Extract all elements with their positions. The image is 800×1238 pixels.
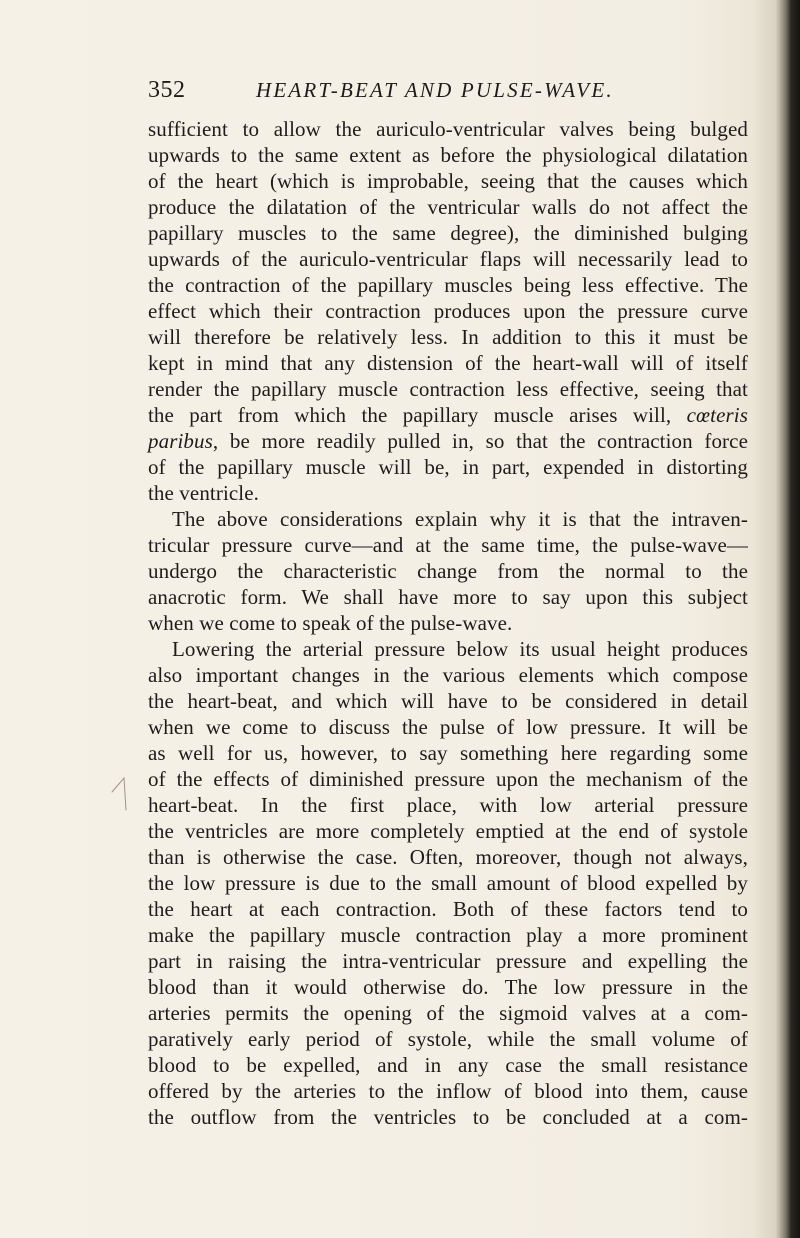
page-number: 352 [148,77,186,103]
text-line: papillary muscles to the same degree), the diminished bulging [148,221,748,245]
text-line: also important changes in the various elements which compose [148,663,748,687]
text-line: tricular pressure curve—and at the same time, the pulse-wave— [148,533,748,557]
paragraph-end-line: the ventricle. [148,481,260,505]
text-line: part in raising the intra-ventricular pressure and expelling the [148,949,748,973]
text-line: the outflow from the ventricles to be concluded at a com- [148,1105,748,1129]
text-line: sufficient to allow the auriculo-ventricular valves being bulged [148,117,748,141]
text-line: heart-beat. In the first place, with low arterial pressure [148,793,748,817]
body-text [148,116,748,1130]
text-line-segment: paribus, be more readily pulled in, so that the contraction force [148,429,748,453]
pencil-margin-mark [110,770,134,818]
text-line: upwards of the auriculo-ventricular flaps will necessarily lead to [148,247,748,271]
text-line: arteries permits the opening of the sigmoid valves at a com- [148,1001,748,1025]
text-line: make the papillary muscle contraction play a more prominent [148,923,748,947]
text-line: of the effects of diminished pressure upon the mechanism of the [148,767,748,791]
text-line: upwards to the same extent as before the physiological dilatation [148,143,748,167]
text-line: than is otherwise the case. Often, moreover, though not always, [148,845,748,869]
text-line: anacrotic form. We shall have more to say upon this subject [148,585,748,609]
text-line: the heart-beat, and which will have to be considered in detail [148,689,748,713]
text-line: undergo the characteristic change from the normal to the [148,559,748,583]
text-line: kept in mind that any distension of the heart-wall will of itself [148,351,748,375]
text-line: of the heart (which is improbable, seeing that the causes which [148,169,748,193]
text-line: offered by the arteries to the inflow of blood into them, cause [148,1079,748,1103]
text-line: will therefore be relatively less. In addition to this it must be [148,325,748,349]
text-line: the low pressure is due to the small amount of blood expelled by [148,871,748,895]
text-line: blood than it would otherwise do. The low pressure in the [148,975,748,999]
paragraph-start-line: Lowering the arterial pressure below its usual height produces [172,637,748,661]
text-line: when we come to discuss the pulse of low pressure. It will be [148,715,748,739]
paragraph-end-line: when we come to speak of the pulse-wave. [148,611,513,635]
text-line: the contraction of the papillary muscles being less effective. The [148,273,748,297]
running-head: HEART-BEAT AND PULSE-WAVE. [256,78,614,102]
book-binding-edge [778,0,800,1238]
paragraph-start-line: The above considerations explain why it is that the intraven- [172,507,748,531]
text-line: the heart at each contraction. Both of these factors tend to [148,897,748,921]
text-line: produce the dilatation of the ventricular walls do not affect the [148,195,748,219]
latin-phrase: paribus [148,429,213,453]
text-line: blood to be expelled, and in any case the small resistance [148,1053,748,1077]
page-header [148,77,748,111]
text-line: as well for us, however, to say something here regarding some [148,741,748,765]
text-line: effect which their contraction produces upon the pressure curve [148,299,748,323]
text-line-with-italic [148,428,748,454]
text-line: the ventricles are more completely emptied at the end of systole [148,819,748,843]
text-line-with-italic [148,402,748,428]
text-line: of the papillary muscle will be, in part, expended in distorting [148,455,748,479]
latin-phrase: cœteris [686,403,748,427]
text-line-segment: the part from which the papillary muscle arises will, cœteris [148,403,748,427]
text-line: render the papillary muscle contraction less effective, seeing that [148,377,748,401]
text-line: paratively early period of systole, while the small volume of [148,1027,748,1051]
